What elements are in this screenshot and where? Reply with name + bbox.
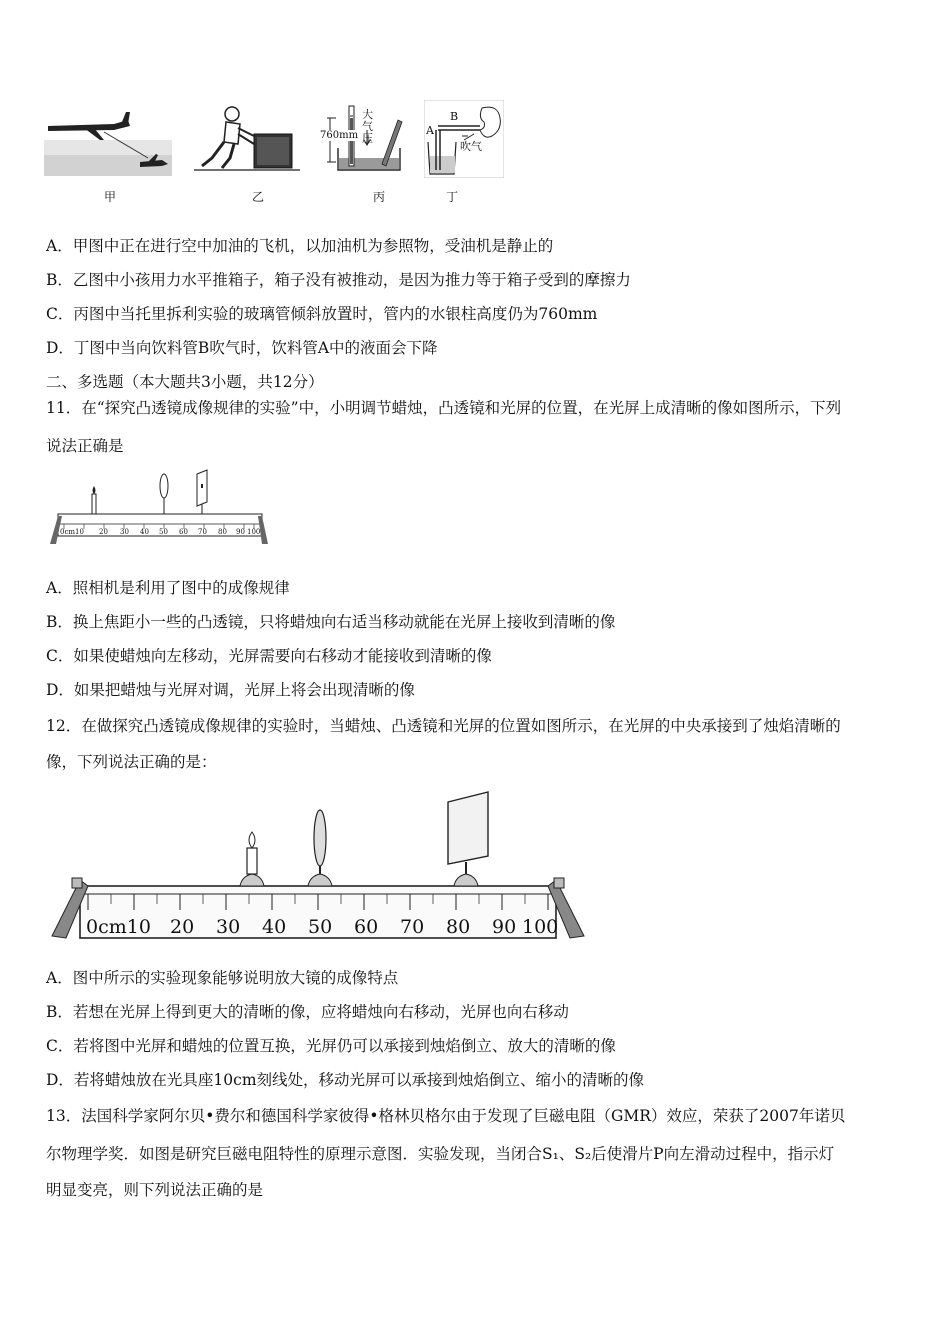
caption-bing: 丙 — [373, 190, 386, 204]
q12-ruler-label-100: 100 — [522, 916, 559, 938]
q12-optical-bench-figure — [48, 786, 594, 946]
q12-option-d: D．若将蜡烛放在光具座10cm刻线处，移动光屏可以承接到烛焰倒立、缩小的清晰的像 — [46, 1071, 645, 1089]
caption-ding: 丁 — [446, 190, 459, 204]
torricelli-height-label: 760mm — [320, 130, 359, 141]
figure-jia-refuel-planes — [44, 100, 172, 178]
q11-ruler-label-100: 100 — [247, 528, 261, 536]
atm-label-3: 压 — [362, 132, 373, 145]
caption-yi: 乙 — [252, 190, 265, 204]
q12-ruler-label-90: 90 — [492, 916, 517, 938]
q12-stem-line-1: 12．在做探究凸透镜成像规律的实验时，当蜡烛、凸透镜和光屏的位置如图所示，在光屏的中央承接到了烛焰清晰的 — [46, 717, 841, 735]
q13-stem-line-3: 明显变亮，则下列说法正确的是 — [46, 1181, 264, 1199]
q11-option-b: B．换上焦距小一些的凸透镜，只将蜡烛向右适当移动就能在光屏上接收到清晰的像 — [46, 613, 616, 631]
q11-ruler-label-30: 30 — [120, 528, 129, 536]
q13-stem-line-1: 13．法国科学家阿尔贝•费尔和德国科学家彼得•格林贝格尔由于发现了巨磁电阻（GMR）效应，荣获了2007年诺贝 — [46, 1107, 846, 1125]
q12-option-a: A．图中所示的实验现象能够说明放大镜的成像特点 — [46, 969, 399, 987]
blow-label: 吹气 — [460, 140, 482, 153]
q11-ruler-label-70: 70 — [198, 528, 207, 536]
q13-stem-line-2: 尔物理学奖．如图是研究巨磁电阻特性的原理示意图．实验发现，当闭合S₁、S₂后使滑片P向左滑动过程中，指示灯 — [46, 1145, 835, 1163]
q12-ruler-label-80: 80 — [446, 916, 471, 938]
straw-b-label: B — [450, 110, 459, 123]
q11-stem-line-2: 说法正确是 — [46, 437, 124, 455]
figure-bing-torricelli — [322, 100, 404, 178]
q11-option-a: A．照相机是利用了图中的成像规律 — [46, 579, 290, 597]
q12-ruler-label-60: 60 — [354, 916, 379, 938]
q11-ruler-label-90: 90 — [236, 528, 245, 536]
q12-option-b: B．若想在光屏上得到更大的清晰的像，应将蜡烛向右移动，光屏也向右移动 — [46, 1003, 569, 1021]
q12-ruler-label-70: 70 — [400, 916, 425, 938]
q11-option-c: C．如果使蜡烛向左移动，光屏需要向右移动才能接收到清晰的像 — [46, 647, 492, 665]
atm-label-2: 气 — [362, 120, 373, 133]
q12-option-c: C．若将图中光屏和蜡烛的位置互换，光屏仍可以承接到烛焰倒立、放大的清晰的像 — [46, 1037, 616, 1055]
q11-ruler-label-50: 50 — [159, 528, 168, 536]
q10-option-a: A．甲图中正在进行空中加油的飞机，以加油机为参照物，受油机是静止的 — [46, 237, 554, 255]
section-heading-multiple-choice: 二、多选题（本大题共3小题，共12分） — [46, 373, 324, 391]
q11-ruler-label-60: 60 — [179, 528, 188, 536]
q11-ruler-label-40: 40 — [140, 528, 149, 536]
figure-ding-blowing-straw — [424, 100, 504, 178]
q12-ruler-label-20: 20 — [170, 916, 195, 938]
q11-option-d: D．如果把蜡烛与光屏对调，光屏上将会出现清晰的像 — [46, 681, 415, 699]
q12-stem-line-2: 像，下列说法正确的是： — [46, 753, 217, 771]
q11-ruler-label-80: 80 — [218, 528, 227, 536]
q10-option-d: D．丁图中当向饮料管B吹气时，饮料管A中的液面会下降 — [46, 339, 438, 357]
q11-ruler-label-20: 20 — [99, 528, 108, 536]
q12-ruler-label-30: 30 — [216, 916, 241, 938]
caption-jia: 甲 — [104, 190, 117, 204]
straw-a-label: A — [426, 124, 434, 137]
q10-option-c: C．丙图中当托里拆利实验的玻璃管倾斜放置时，管内的水银柱高度仍为760mm — [46, 305, 598, 323]
q10-option-b: B．乙图中小孩用力水平推箱子，箱子没有被推动，是因为推力等于箱子受到的摩擦力 — [46, 271, 631, 289]
q12-ruler-label-40: 40 — [262, 916, 287, 938]
q12-ruler-label-50: 50 — [308, 916, 333, 938]
atm-label-1: 大 — [362, 108, 373, 121]
q11-ruler-label-0: 0cm10 — [60, 528, 84, 536]
q11-stem-line-1: 11．在“探究凸透镜成像规律的实验”中，小明调节蜡烛，凸透镜和光屏的位置，在光屏上成清晰的像如图所示，下列 — [46, 399, 842, 417]
q12-ruler-label-0: 0cm10 — [86, 916, 151, 938]
figure-yi-child-pushing-box — [194, 100, 300, 178]
q11-optical-bench-figure — [46, 466, 272, 548]
